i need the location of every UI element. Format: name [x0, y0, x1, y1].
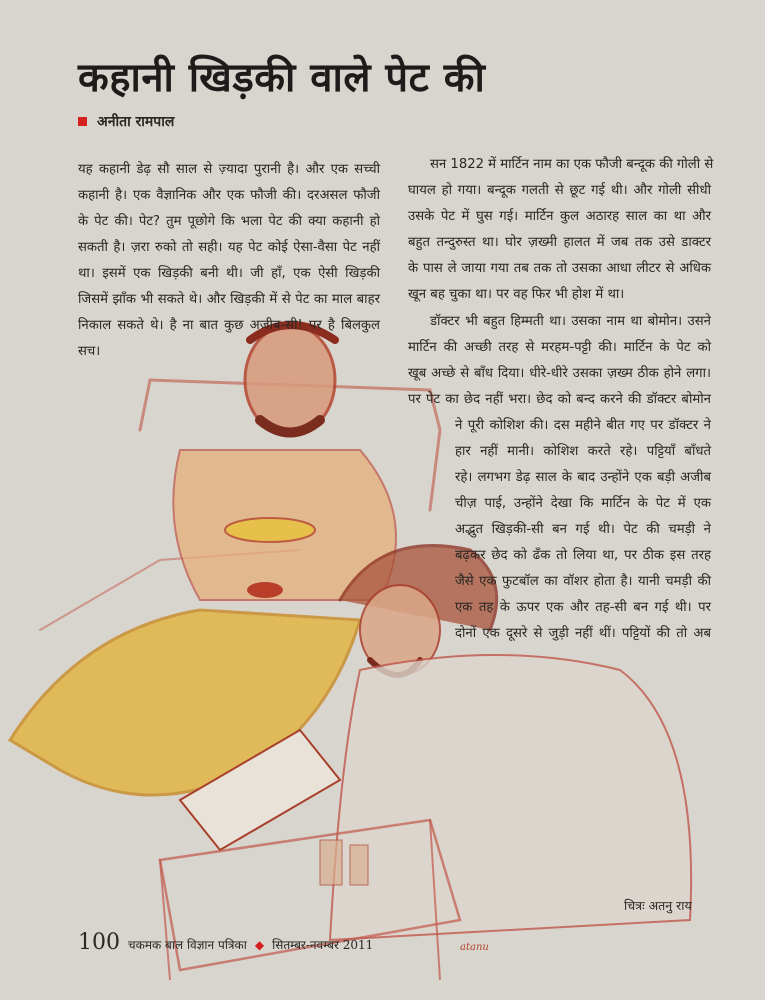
- article-title: कहानी खिड़की वाले पेट की: [78, 55, 486, 101]
- text-line: मार्टिन की अच्छी तरह से मरहम-पट्टी की। मार्टिन के पेट को: [408, 340, 711, 355]
- text-line: बढ़कर छेद को ढँक तो लिया था, पर ठीक इस तरह: [455, 548, 711, 563]
- text-line: सन 1822 में मार्टिन नाम का एक फौजी बन्दूक की गोली से: [430, 157, 714, 172]
- text-line: रहे। लगभग डेढ़ साल के बाद उन्होंने एक बड़ी अजीब: [455, 470, 711, 485]
- text-line: पर पेट का छेद नहीं भरा। छेद को बन्द करने की डॉक्टर बोमोन: [408, 392, 711, 407]
- text-line: चीज़ पाई, उन्होंने देखा कि मार्टिन के पेट में एक: [455, 496, 711, 511]
- page-number: 100: [78, 930, 120, 955]
- text-line: ने पूरी कोशिश की। दस महीने बीत गए पर डॉक्टर ने: [455, 418, 711, 433]
- text-line: निकाल सकते थे। है ना बात कुछ अजीब-सी! पर है बिलकुल: [78, 318, 380, 333]
- text-line: के पेट की। पेट? तुम पूछोगे कि भला पेट की क्या कहानी हो: [78, 214, 380, 229]
- text-line: उसके पेट में घुस गई। मार्टिन कुल अठारह साल का था और: [408, 209, 711, 224]
- text-line: दोनों एक दूसरे से जुड़ी नहीं थीं। पट्टियों की तो अब: [455, 626, 711, 641]
- text-line: बहुत तन्दुरुस्त था। घोर ज़ख्मी हालत में जब तक उसे डाक्टर: [408, 235, 711, 250]
- left-column: [78, 157, 380, 365]
- text-line: यह कहानी डेढ़ सौ साल से ज़्यादा पुरानी है। और एक सच्ची: [78, 162, 380, 177]
- illustrator-signature: atanu: [460, 942, 489, 953]
- text-line: था। इसमें एक खिड़की बनी थी। जी हाँ, एक ऐसी खिड़की: [78, 266, 380, 281]
- text-line: हार नहीं मानी। कोशिश करते रहे। पट्टियाँ बाँधते: [455, 444, 711, 459]
- text-line: एक तह के ऊपर एक और तह-सी बन गई थी। पर: [455, 600, 711, 615]
- text-line: कहानी है। एक वैज्ञानिक और एक फौजी की। दरअसल फौजी: [78, 188, 380, 203]
- text-line: सच।: [78, 344, 101, 359]
- right-column-paragraph-2: [408, 309, 711, 413]
- illustration-caption: चित्रः अतनु राय: [624, 898, 692, 913]
- text-line: खूब अच्छे से बाँध दिया। धीरे-धीरे उसका ज़ख्म ठीक होने लगा।: [408, 366, 711, 381]
- text-line: घायल हो गया। बन्दूक गलती से छूट गई थी। और गोली सीधी: [408, 183, 711, 198]
- text-line: अद्भुत खिड़की-सी बन गई थी। पेट की चमड़ी ने: [455, 522, 711, 537]
- text-line: जिसमें झाँक भी सकते थे। और खिड़की में से पेट का माल बाहर: [78, 292, 380, 307]
- red-diamond-icon: ◆: [254, 938, 265, 952]
- right-column-paragraph-1: [408, 152, 714, 308]
- magazine-name: चकमक बाल विज्ञान पत्रिका: [128, 938, 247, 952]
- text-line: सकती है। ज़रा रुको तो सही। यह पेट कोई ऐसा-वैसा पेट नहीं: [78, 240, 380, 255]
- text-line: खून बह चुका था। पर वह फिर भी होश में था।: [408, 287, 625, 302]
- text-line: डॉक्टर भी बहुत हिम्मती था। उसका नाम था बोमोन। उसने: [430, 314, 711, 329]
- page-footer: [78, 930, 373, 955]
- text-line: जैसे एक फुटबॉल का वॉशर होता है। यानी चमड़ी की: [455, 574, 711, 589]
- author-name: अनीता रामपाल: [97, 114, 175, 130]
- right-column-paragraph-2-continued: [455, 413, 711, 647]
- red-square-icon: [78, 117, 87, 126]
- text-line: के पास ले जाया गया तब तक तो उसका आधा लीटर से अधिक: [408, 261, 711, 276]
- issue-date: सितम्बर-नवम्बर 2011: [272, 938, 374, 952]
- author-byline: [78, 112, 174, 131]
